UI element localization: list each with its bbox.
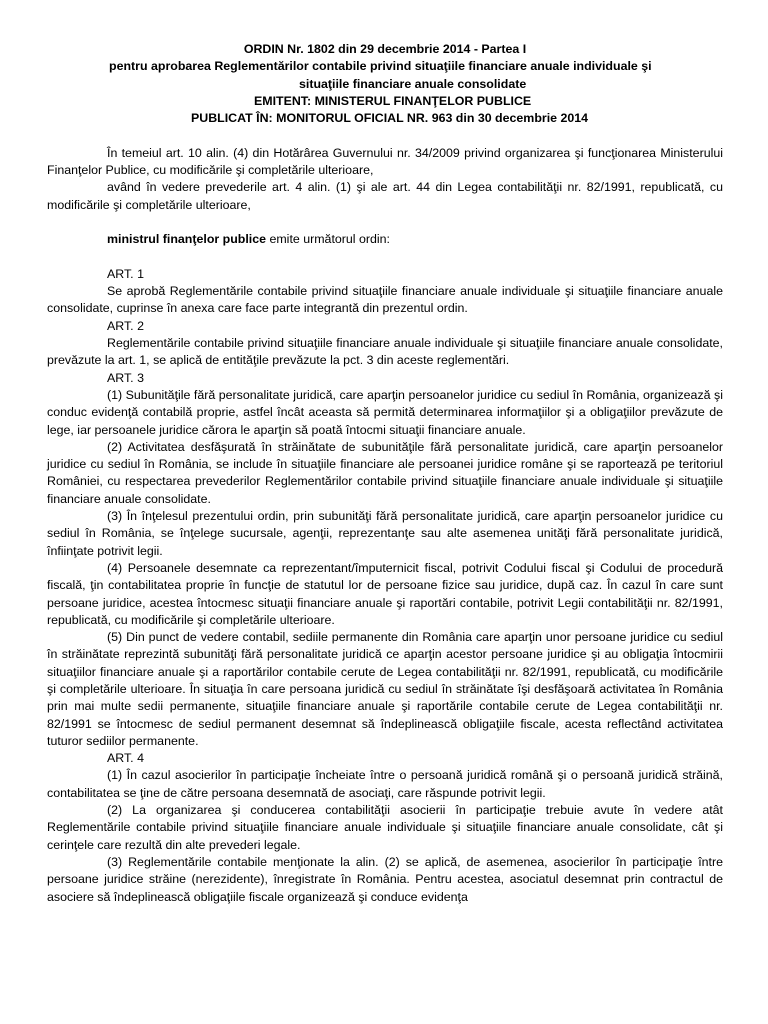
article-4-paragraph-2: (2) La organizarea şi conducerea contabilităţii asocierii în participaţie trebuie avute în vedere atât Reglementările contabile privind situaţiile financiare anuale individuale şi situaţiile financiare anuale consolidate, cât şi cerinţele care rezultă din alte prevederi legale. (47, 803, 723, 852)
article-3-paragraph-5: (5) Din punct de vedere contabil, sediile permanente din România care aparţin unor persoane juridice cu sediul în străinătate reprezintă subunităţi fără personalitate juridică ce aparţin acestor persoane juridice şi au obligaţia întocmirii situaţiilor financiare anuale şi a raportărilor contabile cerute de Legea contabilităţii nr. 82/1991, republicată, cu modificările şi completările ulterioare. În situaţia în care persoana juridică cu sediul în străinătate îşi desfăşoară activitatea în România prin mai multe sedii permanente, situaţiile financiare anuale şi raportările contabile cerute de Legea contabilităţii nr. 82/1991 se întocmesc de sediul permanent desemnat să îndeplinească obligaţiile fiscale, acesta reflectând activitatea tuturor sediilor permanente. (47, 630, 723, 748)
article-4-paragraph-1: (1) În cazul asocierilor în participaţie încheiate între o persoană juridică română şi o persoană juridică străină, contabilitatea se ţine de către persoana desemnată de asociaţi, care răspunde potrivit legii. (47, 768, 723, 800)
minister-statement (47, 231, 723, 248)
spacer (47, 127, 723, 144)
article-2-paragraph: Reglementările contabile privind situaţiile financiare anuale individuale şi situaţiile financiare anuale consolidate, prevăzute la art. 1, se aplică de entităţile prevăzute la pct. 3 din aceste reglementări. (47, 336, 723, 368)
order-subtitle-line-1: pentru aprobarea Reglementărilor contabile privind situaţiile financiare anuale individuale şi (109, 59, 652, 74)
article-3-paragraph-3: (3) În înţelesul prezentului ordin, prin subunităţi fără personalitate juridică, care aparţin persoanelor juridice cu sediul în România, se înţelege sucursale, agenţii, reprezentanţe sau alte asemenea unităţi fără personalitate juridică, înfiinţate potrivit legii. (47, 509, 723, 558)
article-3-label: ART. 3 (107, 370, 144, 385)
spacer (47, 249, 723, 266)
spacer (47, 214, 723, 231)
document-page (47, 41, 723, 906)
article-1-label: ART. 1 (107, 266, 144, 281)
article-1-paragraph: Se aprobă Reglementările contabile privind situaţiile financiare anuale individuale şi situaţiile financiare anuale consolidate, cuprinse în anexa care face parte integrantă din prezentul ordin. (47, 284, 723, 316)
order-subtitle-line-2: situaţiile financiare anuale consolidate (299, 76, 527, 91)
article-4-label: ART. 4 (107, 751, 144, 766)
article-3-paragraph-4: (4) Persoanele desemnate ca reprezentant/împuternicit fiscal, potrivit Codului fiscal şi Codului de procedură fiscală, ţin contabilitatea proprie în funcţie de statutul lor de persoane fizice sau juridice, după caz. În cazul în care sunt persoane juridice, acestea întocmesc situaţii financiare anuale şi raportări contabile, potrivit Legii contabilităţii nr. 82/1991, republicată, cu modificările şi completările ulterioare. (47, 560, 723, 627)
order-title: ORDIN Nr. 1802 din 29 decembrie 2014 - Partea I (243, 42, 527, 56)
article-2-label: ART. 2 (107, 318, 144, 333)
article-3-paragraph-1: (1) Subunităţile fără personalitate juridică, care aparţin persoanelor juridice cu sediul în România, organizează şi conduc evidenţă contabilă proprie, astfel încât aceasta să permită determinarea informaţiilor şi a obligaţiilor prevăzute de lege, iar persoanele juridice cărora le aparţin să poată întocmi situaţii financiare anuale. (47, 387, 723, 437)
publicat-line: PUBLICAT ÎN: MONITORUL OFICIAL NR. 963 din 30 decembrie 2014 (191, 111, 589, 126)
article-3-paragraph-2: (2) Activitatea desfăşurată în străinătate de subunităţile fără personalitate juridică, care aparţin persoanelor juridice cu sediul în România, se include în situaţiile financiare ale persoanei juridice române şi se raportează pe teritoriul României, cu respectarea prevederilor Reglementărilor contabile privind situaţiile financiare anuale individuale şi situaţiile financiare anuale consolidate. (47, 439, 723, 506)
article-4-paragraph-3: (3) Reglementările contabile menţionate la alin. (2) se aplică, de asemenea, asocierilor în participaţie între persoane juridice străine (nerezidente), înregistrate în România. Pentru acestea, asociatul desemnat prin contractul de asociere să îndeplinească obligaţiile fiscale organizează şi conduce evidenţa (47, 854, 723, 904)
preamble-paragraph-1: În temeiul art. 10 alin. (4) din Hotărârea Guvernului nr. 34/2009 privind organizarea şi funcţionarea Ministerului Finanţelor Publice, cu modificările şi completările ulterioare, (47, 145, 723, 178)
preamble-paragraph-2: având în vedere prevederile art. 4 alin. (1) şi ale art. 44 din Legea contabilităţii nr. 82/1991, republicată, cu modificările şi completările ulterioare, (47, 180, 723, 212)
emitent-line: EMITENT: MINISTERUL FINANŢELOR PUBLICE (254, 93, 532, 108)
minister-statement-rest: emite următorul ordin: (266, 232, 390, 247)
minister-name: ministrul finanţelor publice (107, 232, 267, 247)
